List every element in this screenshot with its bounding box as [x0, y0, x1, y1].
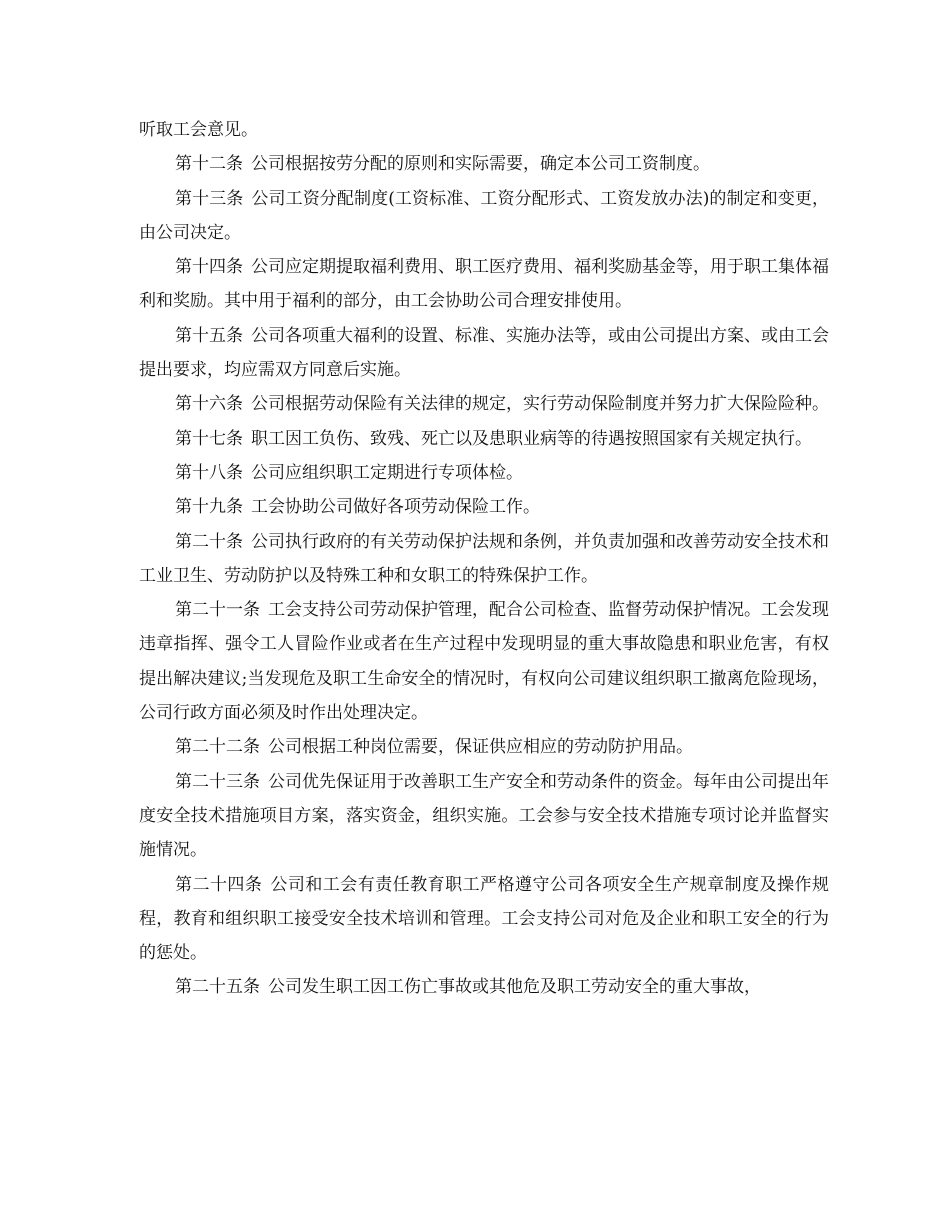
paragraph — [139, 319, 829, 388]
clause-number: 第二十五条 — [175, 977, 260, 998]
paragraph — [139, 525, 829, 594]
paragraph — [139, 250, 829, 319]
paragraph — [139, 593, 829, 730]
paragraph-text: 公司根据按劳分配的原则和实际需要，确定本公司工资制度。 — [251, 154, 710, 175]
paragraph-text: 公司执行政府的有关劳动保护法规和条例，并负责加强和改善劳动安全技术和工业卫生、劳动防护以及特殊工种和女职工的特殊保护工作。 — [139, 531, 829, 586]
paragraph — [139, 868, 829, 971]
paragraph — [139, 730, 829, 764]
paragraph-text: 工会支持公司劳动保护管理，配合公司检查、监督劳动保护情况。工会发现违章指挥、强令工人冒险作业或者在生产过程中发现明显的重大事故隐患和职业危害，有权提出解决建议;当发现危及职工生命安全的情况时，有权向公司建议组织职工撤离危险现场，公司行政方面必须及时作出处理决定。 — [139, 600, 829, 724]
clause-number: 第二十条 — [175, 531, 243, 552]
paragraph-text: 公司工资分配制度(工资标准、工资分配形式、工资发放办法)的制定和变更，由公司决定。 — [139, 188, 830, 243]
clause-number: 第十七条 — [175, 428, 243, 449]
document-body — [139, 113, 829, 1005]
paragraph-text: 公司应组织职工定期进行专项体检。 — [251, 462, 523, 483]
clause-number: 第十三条 — [175, 188, 244, 209]
clause-number: 第二十一条 — [175, 600, 260, 621]
clause-number: 第二十三条 — [175, 771, 260, 792]
paragraph-text: 公司发生职工因工伤亡事故或其他危及职工劳动安全的重大事故， — [268, 977, 761, 998]
paragraph — [139, 970, 829, 1004]
paragraph-text: 公司根据工种岗位需要，保证供应相应的劳动防护用品。 — [268, 737, 693, 758]
paragraph — [139, 422, 829, 456]
clause-number: 第十六条 — [175, 394, 243, 415]
paragraph-text: 公司各项重大福利的设置、标准、实施办法等，或由公司提出方案、或由工会提出要求，均应需双方同意后实施。 — [139, 325, 829, 381]
paragraph-text: 公司根据劳动保险有关法律的规定，实行劳动保险制度并努力扩大保险险种。 — [251, 394, 829, 415]
clause-number: 第二十四条 — [175, 874, 263, 895]
paragraph — [139, 387, 829, 421]
paragraph — [139, 182, 829, 251]
paragraph — [139, 765, 829, 868]
paragraph-text: 工会协助公司做好各项劳动保险工作。 — [251, 497, 540, 518]
paragraph — [139, 113, 829, 147]
paragraph-text: 公司优先保证用于改善职工生产安全和劳动条件的资金。每年由公司提出年度安全技术措施项目方案，落实资金，组织实施。工会参与安全技术措施专项讨论并监督实施情况。 — [139, 771, 829, 861]
clause-number: 第十二条 — [175, 154, 243, 175]
clause-number: 第十五条 — [175, 325, 243, 346]
clause-number: 第二十二条 — [175, 737, 260, 758]
paragraph-text: 听取工会意见。 — [139, 120, 258, 140]
clause-number: 第十四条 — [175, 257, 243, 278]
clause-number: 第十九条 — [175, 497, 243, 518]
paragraph — [139, 147, 829, 181]
paragraph — [139, 490, 829, 524]
paragraph-text: 公司应定期提取福利费用、职工医疗费用、福利奖励基金等，用于职工集体福利和奖励。其中用于福利的部分，由工会协助公司合理安排使用。 — [139, 257, 829, 312]
paragraph — [139, 456, 829, 490]
clause-number: 第十八条 — [175, 462, 243, 483]
paragraph-text: 公司和工会有责任教育职工严格遵守公司各项安全生产规章制度及操作规程，教育和组织职工接受安全技术培训和管理。工会支持公司对危及企业和职工安全的行为的惩处。 — [139, 874, 830, 964]
paragraph-text: 职工因工负伤、致残、死亡以及患职业病等的待遇按照国家有关规定执行。 — [251, 428, 812, 449]
